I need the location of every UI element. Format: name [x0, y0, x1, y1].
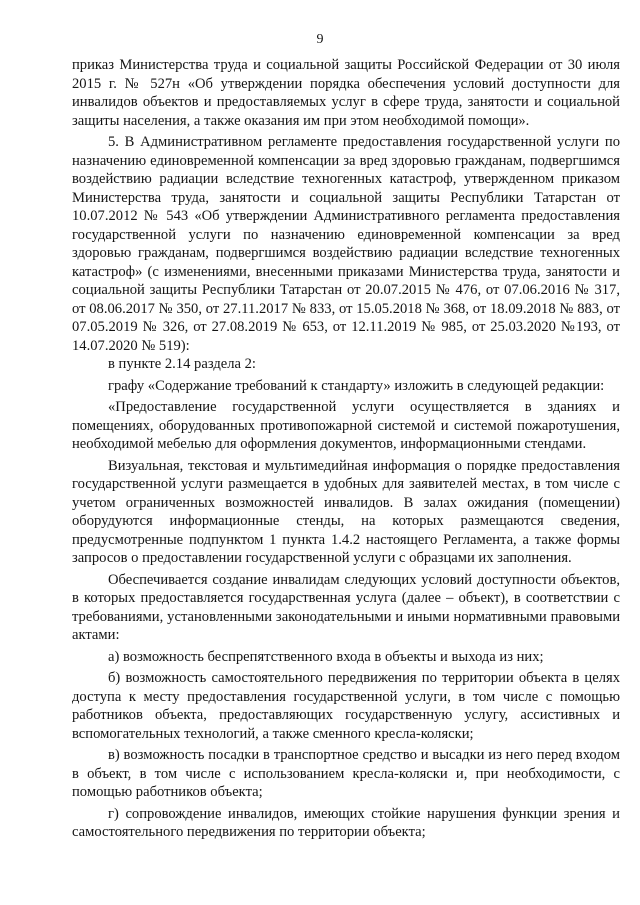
paragraph-3: в пункте 2.14 раздела 2:: [108, 356, 256, 372]
paragraph-5: «Предоставление государственной услуги осуществляется в зданиях и помещениях, оборудованных противопожарной системой и системой пожаротушения, необходимой мебелью для оформления документов, информационными стендами.: [72, 399, 620, 452]
page-number: 9: [316, 32, 324, 47]
list-item-g: г) сопровождение инвалидов, имеющих стойкие нарушения функции зрения и самостоятельного передвижения по территории объекта;: [72, 805, 620, 840]
list-item-v: в) возможность посадки в транспортное средство и высадки из него перед входом в объект, в том числе с использованием кресла-коляски и, при необходимости, с помощью работников объекта;: [72, 747, 620, 800]
document-body: [72, 56, 620, 842]
list-item-a: а) возможность беспрепятственного входа в объекты и выхода из них;: [108, 648, 544, 665]
paragraph-4: графу «Содержание требований к стандарту» изложить в следующей редакции:: [108, 377, 605, 394]
list-item-b: б) возможность самостоятельного передвижения по территории объекта в целях доступа к месту предоставления государственной услуги, в том числе с помощью работников объекта, предоставляющих государственную услугу, ассистивных и вспомогательных технологий, а также сменного кресла-коляски;: [72, 670, 620, 742]
paragraph-1: приказ Министерства труда и социальной защиты Российской Федерации от 30 июля 2015 г. № 527н «Об утверждении порядка обеспечения условий доступности для инвалидов объектов и предоставляемых услуг в сфере труда, занятости и социальной защиты населения, а также оказания им при этом необходимой помощи».: [72, 57, 620, 129]
paragraph-6: Визуальная, текстовая и мультимедийная информация о порядке предоставления государственной услуги размещается в удобных для заявителей местах, в том числе с учетом ограниченных возможностей инвалидов. В залах ожидания (помещении) оборудуются информационные стенды, на которых размещаются сведения, предусмотренные подпунктом 1 пункта 1.4.2 настоящего Регламента, а также формы запросов о предоставлении государственной услуги с образцами их заполнения.: [72, 457, 620, 566]
paragraph-7: Обеспечивается создание инвалидам следующих условий доступности объектов, в которых предоставляется государственная услуга (далее – объект), в соответствии с требованиями, установленными законодательными и иными нормативными правовыми актами:: [72, 571, 620, 643]
paragraph-2: 5. В Административном регламенте предоставления государственной услуги по назначению единовременной компенсации за вред здоровью гражданам, подвергшимся воздействию радиации вследствие техногенных катастроф, утвержденном приказом Министерства труда, занятости и социальной защиты Республики Татарстан от 10.07.2012 № 543 «Об утверждении Административного регламента предоставления государственной услуги по назначению единовременной компенсации за вред здоровью гражданам, подвергшимся воздействию радиации вследствие техногенных катастроф» (с изменениями, внесенными приказами Министерства труда, занятости и социальной защиты Республики Татарстан от 20.07.2015 № 476, от 07.06.2016 № 317, от 08.06.2017 № 350, от 27.11.2017 № 833, от 15.05.2018 № 368, от 18.09.2018 № 883, от 07.05.2019 № 326, от 27.08.2019 № 653, от 12.11.2019 № 985, от 25.03.2020 №193, от 14.07.2020 № 519):: [72, 134, 620, 354]
